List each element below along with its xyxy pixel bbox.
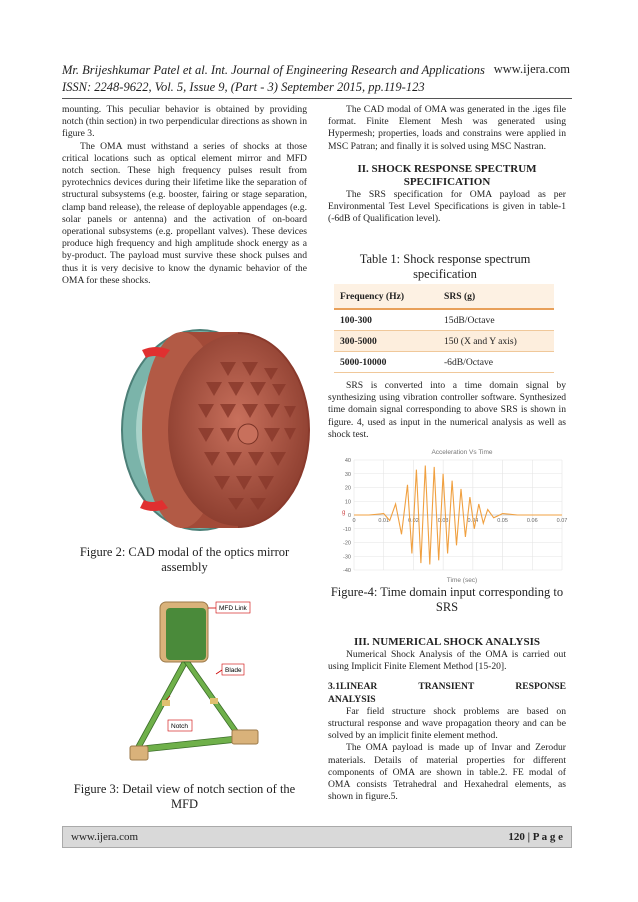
table-cell: 150 (X and Y axis) bbox=[438, 331, 554, 352]
running-header bbox=[62, 62, 485, 96]
footer-site-link[interactable]: www.ijera.com bbox=[71, 831, 139, 843]
srs-table bbox=[334, 284, 554, 373]
chart-x-tick-label: 0.07 bbox=[556, 518, 568, 524]
chart-y-tick-label: 10 bbox=[344, 499, 351, 506]
right-column-middle bbox=[328, 380, 566, 441]
label-blade: Blade bbox=[225, 667, 242, 674]
header-journal: Mr. Brijeshkumar Patel et al. Int. Journal of Engineering Research and Applications bbox=[62, 63, 485, 77]
table-cell: 100-300 bbox=[334, 309, 438, 331]
table-cell: 15dB/Octave bbox=[438, 309, 554, 331]
chart-tick-labels bbox=[343, 458, 567, 574]
table-cell: 300-5000 bbox=[334, 331, 438, 352]
right-paragraph-6: The OMA payload is made up of Invar and Zerodur materials. Details of material properties for different components of OMA are shown in table.2. FE modal of OMA consists Tetrahedral and Hexahedral elements, as shown in figure.5. bbox=[328, 742, 566, 803]
section-3-title: III. NUMERICAL SHOCK ANALYSIS bbox=[353, 636, 541, 648]
chart-title: Acceleration Vs Time bbox=[431, 449, 493, 456]
table-header-cell: SRS (g) bbox=[438, 284, 554, 309]
table-row bbox=[334, 309, 554, 331]
figure-3-mfd-notch bbox=[112, 596, 272, 776]
chart-y-tick-label: -40 bbox=[343, 568, 351, 574]
right-paragraph-2: The SRS specification for OMA payload as per Environmental Test Level Specifications is given in table-1 (-6dB of Qualification level). bbox=[328, 188, 566, 225]
chart-y-tick-label: -10 bbox=[343, 526, 351, 533]
section-2-title: II. SHOCK RESPONSE SPECTRUM SPECIFICATION bbox=[357, 162, 537, 188]
figure-2-caption: Figure 2: CAD modal of the optics mirror assembly bbox=[79, 545, 290, 574]
chart-x-tick-label: 0.05 bbox=[497, 518, 508, 524]
right-column-top bbox=[328, 104, 566, 225]
page-number: 120 | P a g e bbox=[508, 831, 563, 843]
table-row bbox=[334, 331, 554, 352]
chart-x-axis-label: Time (sec) bbox=[446, 577, 478, 584]
label-mfd-link: MFD Link bbox=[219, 605, 247, 612]
table-header-cell: Frequency (Hz) bbox=[334, 284, 438, 309]
chart-x-tick-label: 0.02 bbox=[408, 518, 419, 524]
header-issn: ISSN: 2248-9622, Vol. 5, Issue 9, (Part - 3) September 2015, pp.119-123 bbox=[62, 80, 425, 94]
header-site-link[interactable]: www.ijera.com bbox=[493, 62, 570, 76]
chart-x-tick-label: 0.03 bbox=[437, 518, 449, 524]
figure-4-caption: Figure-4: Time domain input corresponding to SRS bbox=[330, 585, 564, 614]
chart-y-tick-label: -30 bbox=[343, 554, 351, 561]
right-paragraph-1: The CAD modal of OMA was generated in the .iges file format. Finite Element Mesh was generated using Hypermesh; properties, loads and constrains were applied in MSC Patran; and finally it is solved using MSC Nastran. bbox=[328, 104, 566, 152]
chart-x-tick-label: 0 bbox=[352, 518, 356, 524]
chart-y-axis-label: g bbox=[342, 510, 346, 516]
page-footer bbox=[62, 826, 572, 848]
figure-2-cad-model bbox=[120, 322, 310, 537]
right-paragraph-3: SRS is converted into a time domain signal by synthesizing using vibration controller software. Synthesized time domain signal corresponding to above SRS is shown in figure. 4, used as input in the numerical analysis as well as shock test. bbox=[328, 380, 566, 440]
chart-y-tick-label: 30 bbox=[344, 471, 351, 478]
chart-x-tick-label: 0.01 bbox=[378, 518, 390, 524]
right-column-bottom bbox=[328, 636, 566, 803]
chart-y-tick-label: 20 bbox=[344, 485, 351, 492]
table-cell: -6dB/Octave bbox=[438, 352, 554, 373]
subsection-3-1-title: 3.1LINEAR TRANSIENT RESPONSE bbox=[328, 681, 566, 693]
chart-x-tick-label: 0.04 bbox=[467, 518, 479, 524]
table-row bbox=[334, 352, 554, 373]
table-header-row bbox=[334, 284, 554, 309]
subsection-3-1-title-cont: ANALYSIS bbox=[328, 693, 376, 705]
left-paragraph-2: The OMA must withstand a series of shocks at those critical locations such as optical element mirror and MFD notch section. These high frequency pulses result from pyrotechnics devices during their lifetime like the separation of structural subsystems (e.g. booster, fairing or stage separation, clamp band release), the release of deployable appendages (e.g. solar panels or antenna) and the activation of on-board operational subsystems (e.g. propellant valves). These devices produce high frequency and high amplitude shock energy as a by-product. The payload must survive these shock pulses and thus it is very decisive to know the dynamic behavior of the OMA for these shocks. bbox=[62, 140, 307, 286]
chart-y-tick-label: 40 bbox=[344, 458, 351, 464]
left-column bbox=[62, 104, 307, 287]
figure-3-caption: Figure 3: Detail view of notch section of the MFD bbox=[73, 782, 296, 811]
chart-y-tick-label: -20 bbox=[343, 540, 351, 547]
left-paragraph-1: mounting. This peculiar behavior is obtained by providing notch (thin section) in two perpendicular directions as shown in figure 3. bbox=[62, 104, 307, 140]
table-1-caption: Table 1: Shock response spectrum specification bbox=[359, 252, 531, 281]
label-notch: Notch bbox=[171, 723, 188, 730]
header-divider bbox=[62, 98, 572, 99]
figure-4-chart bbox=[330, 444, 568, 584]
table-cell: 5000-10000 bbox=[334, 352, 438, 373]
chart-y-tick-label: 0 bbox=[347, 513, 351, 519]
right-paragraph-5: Far field structure shock problems are based on structural response and wave propagation theory and can be solved by an implicit finite element method. bbox=[328, 705, 566, 742]
right-paragraph-4: Numerical Shock Analysis of the OMA is carried out using Implicit Finite Element Method [15-20]. bbox=[328, 649, 566, 673]
chart-x-tick-label: 0.06 bbox=[526, 518, 538, 524]
